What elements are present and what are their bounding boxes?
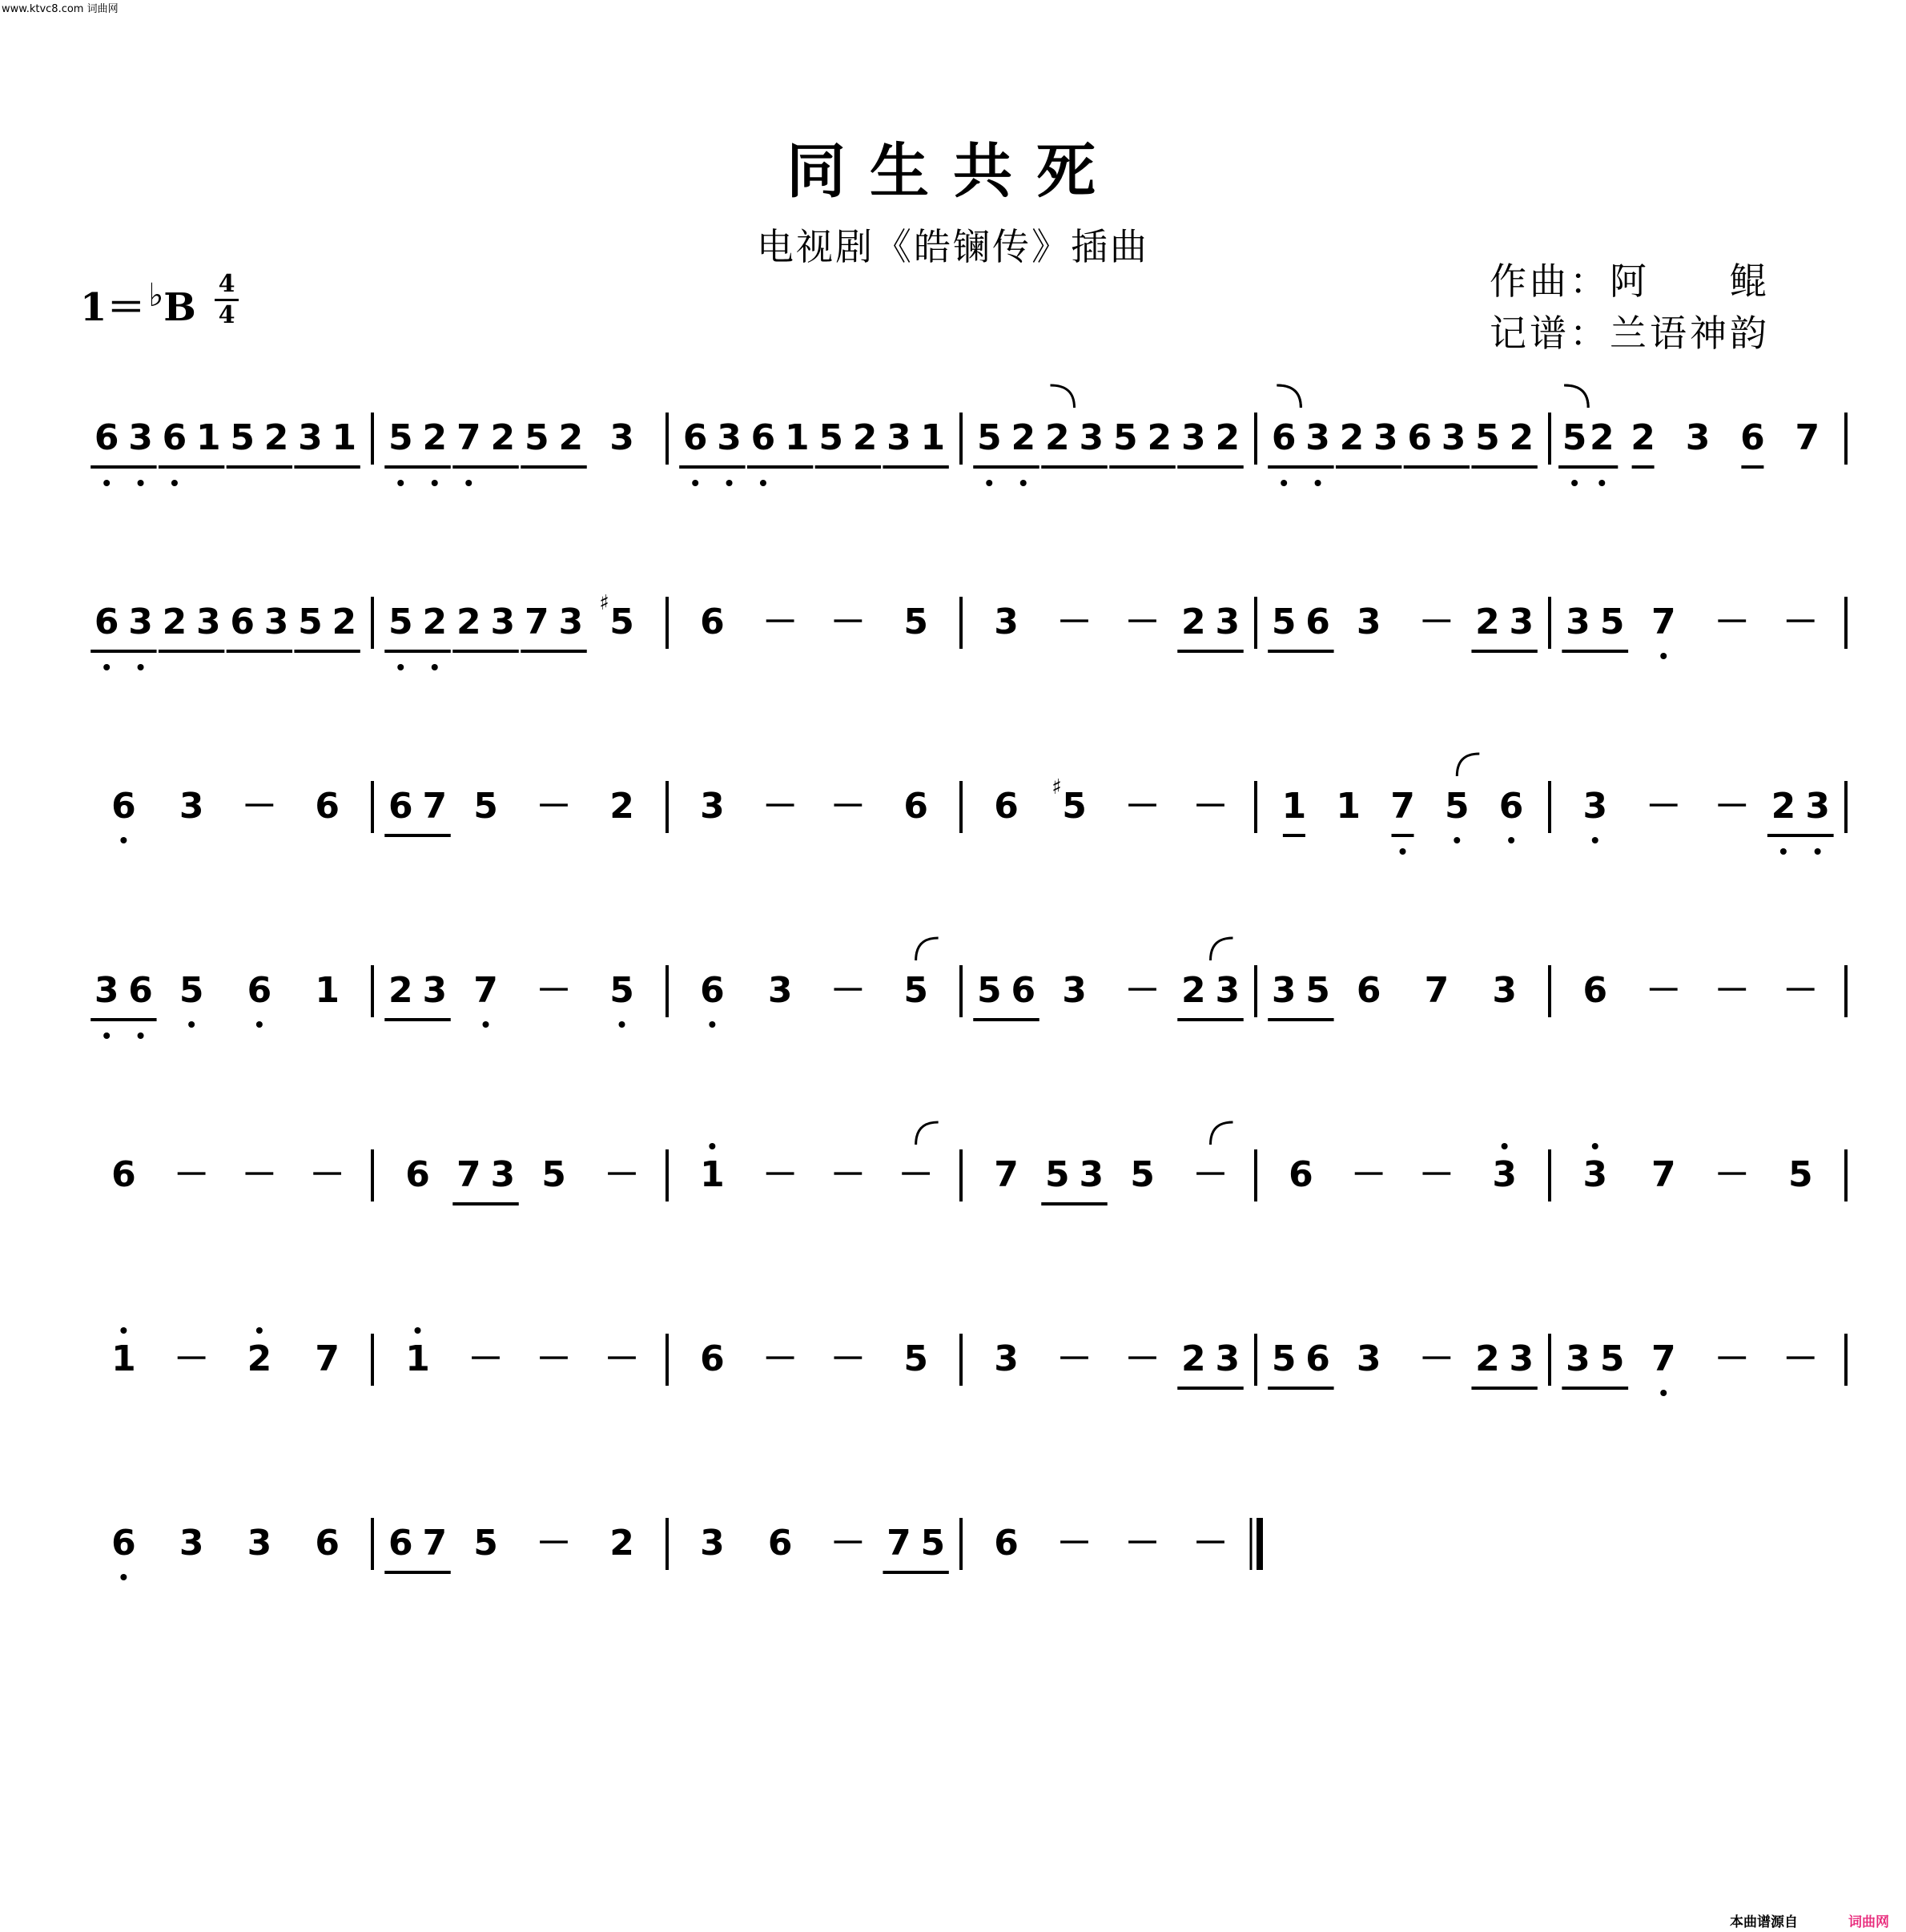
low-octave-dot bbox=[1780, 848, 1787, 855]
note-digit: 2 bbox=[1771, 786, 1796, 827]
note-digit: 5 bbox=[920, 1523, 946, 1564]
note-digit: 1 bbox=[700, 1154, 725, 1195]
sustain-dash: － bbox=[830, 602, 866, 642]
low-octave-dot bbox=[619, 1021, 625, 1028]
sustain-dash: － bbox=[898, 1154, 934, 1195]
low-octave-dot bbox=[726, 480, 733, 486]
note-digit: 3 bbox=[263, 602, 289, 642]
note-digit: 6 bbox=[682, 417, 708, 458]
note-digit: 5 bbox=[473, 786, 498, 827]
note-digit: 3 bbox=[1566, 1338, 1590, 1379]
note-digit: 3 bbox=[1492, 1154, 1517, 1195]
key-note: B bbox=[163, 285, 196, 330]
note-digit: 5 bbox=[1062, 786, 1087, 827]
note-digit: 3 bbox=[179, 1523, 204, 1564]
low-octave-dot bbox=[432, 664, 438, 670]
note-digit: 6 bbox=[94, 602, 119, 642]
note-digit: 2 bbox=[247, 1338, 272, 1379]
sustain-dash: － bbox=[762, 1154, 798, 1195]
note-digit: 5 bbox=[1044, 1154, 1070, 1195]
sustain-dash: － bbox=[1646, 970, 1682, 1011]
note-digit: 3 bbox=[1215, 602, 1241, 642]
note-digit: 1 bbox=[196, 417, 221, 458]
note-digit: 5 bbox=[1599, 602, 1625, 642]
sustain-dash: － bbox=[174, 1154, 210, 1195]
tie-arc-start bbox=[1211, 938, 1233, 960]
high-octave-dot bbox=[120, 1327, 127, 1334]
note-digit: 3 bbox=[1492, 970, 1517, 1011]
note-digit: 6 bbox=[700, 1338, 725, 1379]
song-subtitle: 电视剧《皓镧传》插曲 bbox=[757, 225, 1149, 268]
site-watermark: www.ktvc8.com 词曲网 bbox=[2, 3, 119, 15]
time-signature-beats: 4 bbox=[218, 270, 235, 298]
note-digit: 6 bbox=[230, 602, 255, 642]
low-octave-dot bbox=[1660, 1390, 1667, 1396]
note-digit: 3 bbox=[717, 417, 742, 458]
note-digit: 3 bbox=[1566, 602, 1590, 642]
note-digit: 2 bbox=[490, 417, 516, 458]
note-digit: 3 bbox=[179, 786, 204, 827]
note-digit: 6 bbox=[111, 786, 136, 827]
note-digit: 6 bbox=[1305, 602, 1330, 642]
note-digit: 3 bbox=[196, 602, 221, 642]
sustain-dash: － bbox=[830, 1523, 866, 1564]
note-digit: 5 bbox=[524, 417, 549, 458]
note-digit: 2 bbox=[1509, 417, 1534, 458]
sustain-dash: － bbox=[1783, 602, 1819, 642]
note-digit: 7 bbox=[315, 1338, 340, 1379]
note-digit: 3 bbox=[1356, 1338, 1381, 1379]
note-digit: 6 bbox=[767, 1523, 793, 1564]
low-octave-dot bbox=[120, 1574, 127, 1580]
tie-arc-start bbox=[1211, 1122, 1233, 1145]
note-digit: 5 bbox=[1305, 970, 1330, 1011]
tie-arc-start bbox=[916, 938, 939, 960]
sustain-dash: － bbox=[1056, 1523, 1092, 1564]
sustain-dash: － bbox=[762, 602, 798, 642]
note-digit: 7 bbox=[887, 1523, 911, 1564]
note-digit: 2 bbox=[1147, 417, 1172, 458]
tie-arc-end bbox=[1051, 385, 1075, 408]
note-digit: 2 bbox=[1475, 1338, 1500, 1379]
high-octave-dot bbox=[1592, 1143, 1598, 1149]
sustain-dash: － bbox=[830, 970, 866, 1011]
note-digit: 5 bbox=[1787, 1154, 1813, 1195]
note-digit: 5 bbox=[1271, 1338, 1297, 1379]
note-digit: 2 bbox=[609, 786, 634, 827]
note-digit: 5 bbox=[1130, 1154, 1155, 1195]
sustain-dash: － bbox=[1714, 970, 1750, 1011]
note-digit: 6 bbox=[1289, 1154, 1313, 1195]
note-digit: 6 bbox=[700, 970, 725, 1011]
note-digit: 2 bbox=[1180, 970, 1206, 1011]
note-digit: 3 bbox=[490, 602, 516, 642]
note-digit: 2 bbox=[332, 602, 357, 642]
note-digit: 3 bbox=[1685, 417, 1711, 458]
sustain-dash: － bbox=[1714, 1154, 1750, 1195]
note-digit: 5 bbox=[976, 417, 1002, 458]
low-octave-dot bbox=[138, 664, 144, 670]
sustain-dash: － bbox=[241, 1154, 277, 1195]
note-digit: 3 bbox=[1305, 417, 1330, 458]
note-digit: 5 bbox=[1562, 417, 1587, 458]
note-digit: 3 bbox=[1180, 417, 1206, 458]
note-digit: 7 bbox=[422, 786, 448, 827]
note-digit: 6 bbox=[94, 417, 119, 458]
note-digit: 2 bbox=[1631, 417, 1655, 458]
note-digit: 3 bbox=[1356, 602, 1381, 642]
note-digit: 2 bbox=[1589, 417, 1614, 458]
note-digit: 2 bbox=[422, 602, 448, 642]
note-digit: 3 bbox=[298, 417, 323, 458]
note-digit: 3 bbox=[609, 417, 634, 458]
sustain-dash: － bbox=[1418, 602, 1454, 642]
note-digit: 5 bbox=[541, 1154, 566, 1195]
note-digit: 3 bbox=[128, 602, 153, 642]
note-digit: 6 bbox=[1582, 970, 1608, 1011]
note-digit: 2 bbox=[609, 1523, 634, 1564]
note-digit: 6 bbox=[247, 970, 272, 1011]
note-digit: 7 bbox=[1651, 1154, 1676, 1195]
note-digit: 7 bbox=[1651, 602, 1676, 642]
low-octave-dot bbox=[1454, 837, 1460, 843]
high-octave-dot bbox=[256, 1327, 263, 1334]
low-octave-dot bbox=[256, 1021, 263, 1028]
sustain-dash: － bbox=[1056, 602, 1092, 642]
note-digit: 2 bbox=[1180, 602, 1206, 642]
note-digit: 2 bbox=[388, 970, 413, 1011]
note-digit: 7 bbox=[994, 1154, 1019, 1195]
note-digit: 2 bbox=[1011, 417, 1036, 458]
note-digit: 2 bbox=[263, 417, 289, 458]
low-octave-dot bbox=[483, 1021, 489, 1028]
low-octave-dot bbox=[397, 480, 404, 486]
high-octave-dot bbox=[1502, 1143, 1508, 1149]
note-digit: 5 bbox=[903, 970, 928, 1011]
note-digit: 1 bbox=[111, 1338, 136, 1379]
sustain-dash: － bbox=[1124, 1338, 1160, 1379]
sustain-dash: － bbox=[1351, 1154, 1387, 1195]
sustain-dash: － bbox=[1192, 1523, 1228, 1564]
note-digit: 1 bbox=[785, 417, 810, 458]
low-octave-dot bbox=[465, 480, 472, 486]
sharp-sign: ♯ bbox=[599, 591, 609, 615]
note-digit: 3 bbox=[1509, 1338, 1534, 1379]
note-digit: 3 bbox=[994, 1338, 1019, 1379]
note-digit: 1 bbox=[1336, 786, 1361, 827]
note-digit: 7 bbox=[456, 1154, 481, 1195]
tie-arc-end bbox=[1277, 385, 1301, 408]
note-digit: 5 bbox=[609, 970, 634, 1011]
note-digit: 7 bbox=[456, 417, 481, 458]
low-octave-dot bbox=[103, 664, 110, 670]
note-digit: 5 bbox=[1444, 786, 1470, 827]
sustain-dash: － bbox=[1124, 602, 1160, 642]
note-digit: 5 bbox=[976, 970, 1002, 1011]
note-digit: 3 bbox=[1271, 970, 1297, 1011]
note-digit: 3 bbox=[1441, 417, 1466, 458]
sustain-dash: － bbox=[1124, 970, 1160, 1011]
sustain-dash: － bbox=[1192, 786, 1228, 827]
note-digit: 2 bbox=[1215, 417, 1241, 458]
note-digit: 6 bbox=[1305, 1338, 1330, 1379]
note-digit: 5 bbox=[903, 1338, 928, 1379]
note-digit: 1 bbox=[920, 417, 946, 458]
note-digit: 7 bbox=[1795, 417, 1820, 458]
sustain-dash: － bbox=[1418, 1338, 1454, 1379]
note-digit: 7 bbox=[473, 970, 498, 1011]
note-digit: 6 bbox=[388, 786, 413, 827]
sustain-dash: － bbox=[536, 1338, 572, 1379]
sustain-dash: － bbox=[830, 1338, 866, 1379]
tie-arc-start bbox=[916, 1122, 939, 1145]
transcriber-credit: 记谱：兰语神韵 bbox=[1490, 312, 1770, 355]
note-digit: 5 bbox=[818, 417, 843, 458]
sustain-dash: － bbox=[1124, 1523, 1160, 1564]
sustain-dash: － bbox=[604, 1338, 640, 1379]
note-digit: 7 bbox=[1390, 786, 1415, 827]
sustain-dash: － bbox=[1124, 786, 1160, 827]
note-digit: 2 bbox=[1044, 417, 1070, 458]
sustain-dash: － bbox=[762, 1338, 798, 1379]
note-digit: 3 bbox=[700, 1523, 725, 1564]
note-digit: 1 bbox=[405, 1338, 430, 1379]
low-octave-dot bbox=[171, 480, 178, 486]
sustain-dash: － bbox=[1714, 1338, 1750, 1379]
sustain-dash: － bbox=[1714, 602, 1750, 642]
tie-arc-end bbox=[1564, 385, 1588, 408]
note-digit: 2 bbox=[1339, 417, 1365, 458]
note-digit: 6 bbox=[405, 1154, 430, 1195]
note-digit: 2 bbox=[558, 417, 584, 458]
tie-arc-end bbox=[1564, 385, 1588, 408]
footer-site-link[interactable]: 词曲网 bbox=[1848, 1914, 1889, 1930]
note-digit: 5 bbox=[388, 602, 413, 642]
time-signature-unit: 4 bbox=[218, 301, 235, 329]
note-digit: 5 bbox=[298, 602, 323, 642]
high-octave-dot bbox=[415, 1327, 421, 1334]
sustain-dash: － bbox=[1418, 1154, 1454, 1195]
note-digit: 6 bbox=[903, 786, 928, 827]
note-digit: 3 bbox=[1509, 602, 1534, 642]
sustain-dash: － bbox=[536, 970, 572, 1011]
note-digit: 2 bbox=[1475, 602, 1500, 642]
note-digit: 3 bbox=[1062, 970, 1087, 1011]
low-octave-dot bbox=[1315, 480, 1321, 486]
note-digit: 6 bbox=[1011, 970, 1036, 1011]
low-octave-dot bbox=[760, 480, 766, 486]
low-octave-dot bbox=[1400, 848, 1406, 855]
note-digit: 5 bbox=[1475, 417, 1500, 458]
sustain-dash: － bbox=[1783, 1338, 1819, 1379]
sustain-dash: － bbox=[762, 786, 798, 827]
note-digit: 7 bbox=[1424, 970, 1450, 1011]
note-digit: 3 bbox=[1805, 786, 1830, 827]
note-digit: 3 bbox=[994, 602, 1019, 642]
note-digit: 2 bbox=[456, 602, 481, 642]
note-digit: 5 bbox=[230, 417, 255, 458]
low-octave-dot bbox=[1281, 480, 1287, 486]
note-digit: 3 bbox=[128, 417, 153, 458]
note-digit: 5 bbox=[1599, 1338, 1625, 1379]
tie-arc-end bbox=[1277, 385, 1301, 408]
note-digit: 7 bbox=[422, 1523, 448, 1564]
low-octave-dot bbox=[103, 480, 110, 486]
note-digit: 6 bbox=[750, 417, 776, 458]
sustain-dash: － bbox=[241, 786, 277, 827]
sustain-dash: － bbox=[830, 786, 866, 827]
note-digit: 2 bbox=[422, 417, 448, 458]
sustain-dash: － bbox=[1714, 786, 1750, 827]
low-octave-dot bbox=[1592, 837, 1598, 843]
sustain-dash: － bbox=[174, 1338, 210, 1379]
low-octave-dot bbox=[138, 480, 144, 486]
note-digit: 7 bbox=[1651, 1338, 1676, 1379]
composer-credit: 作曲：阿 鲲 bbox=[1490, 260, 1770, 303]
low-octave-dot bbox=[120, 837, 127, 843]
note-digit: 6 bbox=[994, 1523, 1019, 1564]
low-octave-dot bbox=[709, 1021, 715, 1028]
note-digit: 7 bbox=[524, 602, 549, 642]
low-octave-dot bbox=[1571, 480, 1578, 486]
note-digit: 6 bbox=[111, 1523, 136, 1564]
high-octave-dot bbox=[709, 1143, 715, 1149]
note-digit: 3 bbox=[887, 417, 911, 458]
sustain-dash: － bbox=[830, 1154, 866, 1195]
low-octave-dot bbox=[1660, 653, 1667, 659]
note-digit: 3 bbox=[767, 970, 793, 1011]
note-digit: 5 bbox=[1271, 602, 1297, 642]
note-digit: 3 bbox=[1582, 786, 1608, 827]
sharp-sign: ♯ bbox=[1052, 775, 1062, 799]
low-octave-dot bbox=[1508, 837, 1514, 843]
low-octave-dot bbox=[986, 480, 992, 486]
sustain-dash: － bbox=[309, 1154, 345, 1195]
note-digit: 6 bbox=[315, 786, 340, 827]
note-digit: 6 bbox=[128, 970, 153, 1011]
note-digit: 3 bbox=[422, 970, 448, 1011]
low-octave-dot bbox=[138, 1032, 144, 1039]
low-octave-dot bbox=[692, 480, 698, 486]
sustain-dash: － bbox=[468, 1338, 504, 1379]
key-flat-sign: ♭ bbox=[148, 277, 164, 314]
note-digit: 1 bbox=[1281, 786, 1307, 827]
low-octave-dot bbox=[1020, 480, 1027, 486]
note-digit: 3 bbox=[1582, 1154, 1608, 1195]
note-digit: 3 bbox=[94, 970, 119, 1011]
note-digit: 5 bbox=[473, 1523, 498, 1564]
note-digit: 2 bbox=[1180, 1338, 1206, 1379]
low-octave-dot bbox=[1815, 848, 1821, 855]
note-digit: 5 bbox=[609, 602, 634, 642]
note-digit: 5 bbox=[903, 602, 928, 642]
low-octave-dot bbox=[1598, 480, 1605, 486]
note-digit: 1 bbox=[315, 970, 340, 1011]
tie-arc-start bbox=[1457, 754, 1479, 776]
note-digit: 6 bbox=[1271, 417, 1297, 458]
footer-source-text: 本曲谱源自 bbox=[1730, 1914, 1798, 1930]
sustain-dash: － bbox=[1783, 970, 1819, 1011]
low-octave-dot bbox=[397, 664, 404, 670]
note-digit: 3 bbox=[558, 602, 584, 642]
note-digit: 6 bbox=[1356, 970, 1381, 1011]
note-digit: 6 bbox=[1407, 417, 1432, 458]
low-octave-dot bbox=[103, 1032, 110, 1039]
sustain-dash: － bbox=[1056, 1338, 1092, 1379]
note-digit: 5 bbox=[1112, 417, 1138, 458]
note-digit: 6 bbox=[700, 602, 725, 642]
note-digit: 6 bbox=[1498, 786, 1524, 827]
note-digit: 6 bbox=[315, 1523, 340, 1564]
note-digit: 5 bbox=[388, 417, 413, 458]
note-digit: 3 bbox=[490, 1154, 516, 1195]
note-digit: 5 bbox=[179, 970, 204, 1011]
note-digit: 6 bbox=[1740, 417, 1765, 458]
note-digit: 1 bbox=[332, 417, 357, 458]
note-digit: 3 bbox=[1215, 970, 1241, 1011]
note-digit: 3 bbox=[700, 786, 725, 827]
note-digit: 6 bbox=[162, 417, 187, 458]
low-octave-dot bbox=[188, 1021, 195, 1028]
key-tonic: 1＝ bbox=[80, 285, 146, 330]
sustain-dash: － bbox=[1646, 786, 1682, 827]
note-digit: 3 bbox=[1373, 417, 1398, 458]
note-digit: 6 bbox=[111, 1154, 136, 1195]
sustain-dash: － bbox=[604, 1154, 640, 1195]
note-digit: 3 bbox=[1079, 417, 1104, 458]
sustain-dash: － bbox=[1192, 1154, 1228, 1195]
note-digit: 6 bbox=[994, 786, 1019, 827]
note-digit: 3 bbox=[1215, 1338, 1241, 1379]
note-digit: 2 bbox=[162, 602, 187, 642]
note-digit: 6 bbox=[388, 1523, 413, 1564]
song-title: 同生共死 bbox=[786, 137, 1120, 206]
note-digit: 3 bbox=[1079, 1154, 1104, 1195]
low-octave-dot bbox=[432, 480, 438, 486]
note-digit: 2 bbox=[852, 417, 878, 458]
sustain-dash: － bbox=[536, 1523, 572, 1564]
note-digit: 3 bbox=[247, 1523, 272, 1564]
sustain-dash: － bbox=[536, 786, 572, 827]
